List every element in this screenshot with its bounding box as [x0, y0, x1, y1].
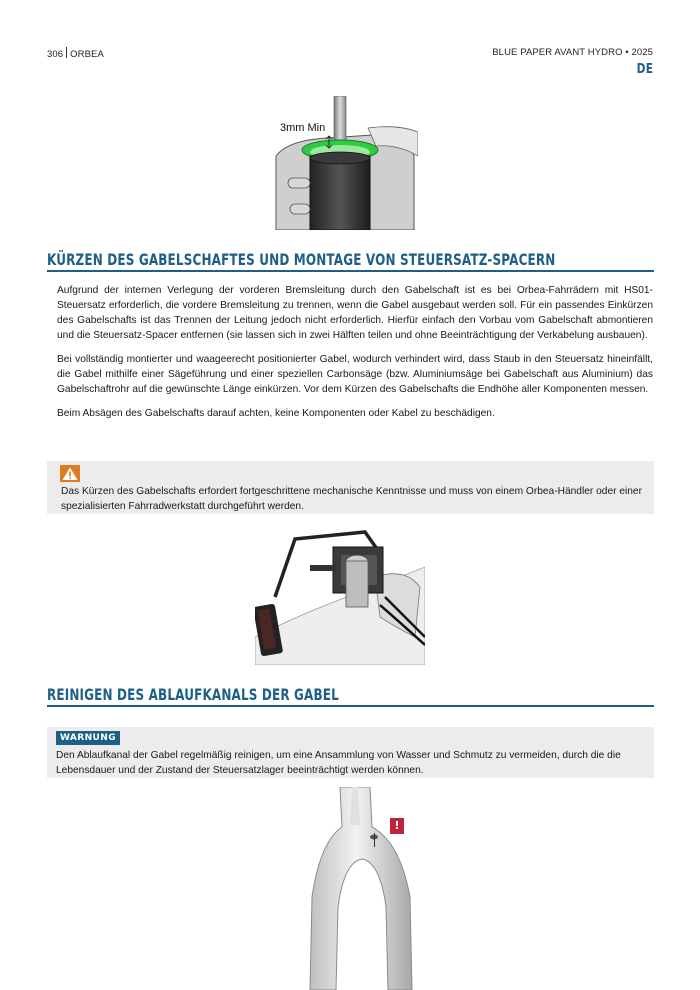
- page-header-left: [47, 47, 104, 60]
- language-tag: DE: [636, 62, 653, 77]
- brand-name: ORBEA: [70, 49, 104, 60]
- paragraph: Beim Absägen des Gabelschafts darauf achten, keine Komponenten oder Kabel zu beschädigen.: [57, 408, 495, 419]
- page-number: 306: [47, 49, 64, 60]
- caution-text: Das Kürzen des Gabelschafts erfordert fortgeschrittene mechanische Kenntnisse und muss von einem Orbea-Händler oder einer spezialisierten Fahrradwerkstatt durchgeführt werden.: [61, 486, 642, 512]
- marker-leader-line: [374, 833, 375, 847]
- fork-drain-figure: [300, 787, 425, 990]
- section-title-drain-channel: REINIGEN DES ABLAUFKANALS DER GABEL: [47, 685, 339, 704]
- section1-body: [57, 283, 653, 430]
- section-title-steerer-cutting: KÜRZEN DES GABELSCHAFTES UND MONTAGE VON STEUERSATZ-SPACERN: [47, 250, 556, 269]
- warning-badge: WARNUNG: [56, 731, 120, 745]
- warning-box: [47, 727, 654, 778]
- document-title: BLUE PAPER AVANT HYDRO • 2025: [492, 47, 653, 58]
- saw-guide-figure: [255, 527, 425, 665]
- caution-triangle-icon: [60, 465, 80, 482]
- section-rule: [47, 705, 654, 707]
- header-divider: [66, 47, 67, 58]
- paragraph: Bei vollständig montierter und waageerecht positionierter Gabel, wodurch verhindert wird, dass Staub in den Steuersatz hineinfällt, die Gabel mithilfe einer Sägeführung und einer speziellen Carbonsäge (bzw. Aluminiumsäge bei Gabelschaft aus Aluminium) das Gabelschaftrohr auf die gewünschte Länge einkürzen. Vor dem Kürzen des Gabelschafts die Endhöhe aller Komponenten messen.: [57, 354, 653, 395]
- warning-text: Den Ablaufkanal der Gabel regelmäßig reinigen, um eine Ansammlung von Wasser und Schmutz zu vermeiden, durch die die Lebensdauer und der Zustand der Steuersatzlager beeinträchtigt werden können.: [56, 750, 621, 776]
- paragraph: Aufgrund der internen Verlegung der vorderen Bremsleitung durch den Gabelschaft ist es bei Orbea-Fahrrädern mit HS01-Steuersatz erforderlich, die vordere Bremsleitung zu trennen, wenn die Gabel ausgebaut werden soll. Für ein passendes Einkürzen des Gabelschafts ist das Trennen der Leitung jedoch nicht erforderlich. Hierfür einfach den Vorbau vom Gabelschaft abmontieren und die Steuersatz-Spacer entfernen (sie lassen sich in zwei Hälften teilen und ohne Beeinträchtigung der Verkabelung ausbauen).: [57, 285, 653, 341]
- headset-spacer-figure: [268, 96, 418, 230]
- min-gap-label: 3mm Min: [280, 122, 326, 134]
- section-rule: [47, 270, 654, 272]
- caution-box: [47, 461, 654, 514]
- drain-hole-marker: !: [390, 818, 404, 834]
